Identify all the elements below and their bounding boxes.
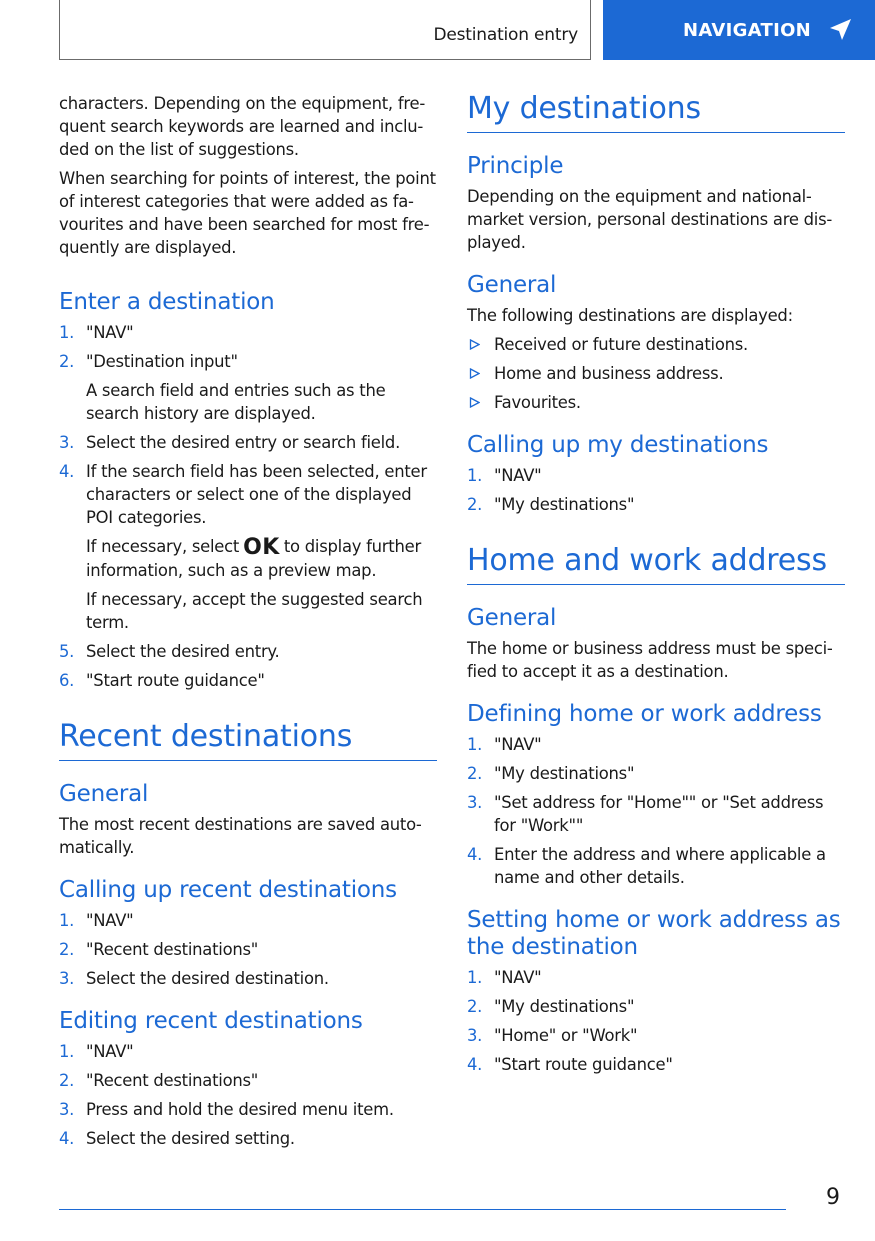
recent-general-heading: General — [59, 781, 149, 807]
list-item: 1. "NAV" — [467, 735, 542, 754]
list-item: 1. "NAV" — [467, 968, 542, 987]
intro-paragraph-1: characters. Depending on the equipment, frequent search keywords are learned and included on the list of suggestions. — [59, 94, 426, 159]
list-item: 2. "Destination input" A search field and entries such as the search history are displayed. — [59, 350, 437, 425]
home-general-heading: General — [467, 605, 557, 631]
list-item: 2. "My destinations" — [467, 997, 635, 1016]
recent-destinations-title: Recent destinations — [59, 720, 437, 761]
header-section-box — [59, 0, 591, 60]
calling-recent-heading: Calling up recent destinations — [59, 877, 397, 903]
home-general-text: The home or business address must be specified to accept it as a destination. — [467, 639, 833, 681]
list-item: 4. If the search field has been selected, enter characters or select one of the displayed POI categories. If necessary, select OK to display further information, such as a preview map. If necessary, accept the suggested search term. — [59, 460, 437, 634]
step-note: If necessary, accept the suggested search term. — [86, 590, 423, 632]
intro-paragraph-2: When searching for points of interest, the point of interest categories that were added as favourites and have been searched for most frequently are displayed. — [59, 169, 436, 257]
navigation-arrow-icon — [827, 17, 853, 43]
calling-my-steps — [467, 464, 845, 516]
triangle-bullet-icon — [469, 397, 480, 408]
step-note: A search field and entries such as the search history are displayed. — [86, 381, 386, 423]
list-item: 1. "NAV" — [59, 323, 134, 342]
triangle-bullet-icon — [469, 339, 480, 350]
page-number: 9 — [826, 1185, 840, 1210]
list-item: 3. Press and hold the desired menu item. — [59, 1100, 394, 1119]
defining-steps — [467, 733, 845, 889]
footer-divider — [59, 1209, 786, 1210]
list-item: 2. "Recent destinations" — [59, 940, 259, 959]
recent-general-text: The most recent destinations are saved automatically. — [59, 815, 422, 857]
editing-recent-steps — [59, 1040, 437, 1150]
list-item: 2. "Recent destinations" — [59, 1071, 259, 1090]
calling-recent-steps — [59, 909, 437, 990]
right-column — [467, 92, 845, 1082]
list-item: 1. "NAV" — [59, 1042, 134, 1061]
setting-heading: Setting home or work address as the destination — [467, 907, 841, 960]
destination-types-list — [467, 333, 845, 414]
list-item: 3. Select the desired entry or search field. — [59, 433, 401, 452]
chapter-tab — [603, 0, 875, 60]
enter-destination-heading: Enter a destination — [59, 289, 275, 315]
list-item: 6. "Start route guidance" — [59, 671, 265, 690]
triangle-bullet-icon — [469, 368, 480, 379]
list-item: 4. Enter the address and where applicable a name and other details. — [467, 845, 826, 887]
list-item: 1. "NAV" — [59, 911, 134, 930]
list-item: 2. "My destinations" — [467, 495, 635, 514]
list-item: 3. "Home" or "Work" — [467, 1026, 638, 1045]
step-note: If necessary, select OK to display further information, such as a preview map. — [86, 535, 421, 580]
home-work-title: Home and work address — [467, 544, 845, 585]
left-column — [59, 92, 437, 1156]
editing-recent-heading: Editing recent destinations — [59, 1008, 363, 1034]
chapter-label: NAVIGATION — [683, 19, 812, 41]
list-item: Home and business address. — [467, 362, 845, 385]
list-item: 4. Select the desired setting. — [59, 1129, 295, 1148]
setting-steps — [467, 966, 845, 1076]
my-general-heading: General — [467, 272, 557, 298]
calling-my-heading: Calling up my destinations — [467, 432, 769, 458]
list-item: 1. "NAV" — [467, 466, 542, 485]
my-destinations-title: My destinations — [467, 92, 845, 133]
list-item: 3. "Set address for "Home"" or "Set address for "Work"" — [467, 793, 824, 835]
list-item: Received or future destinations. — [467, 333, 845, 356]
ok-button-symbol: OK — [243, 535, 280, 560]
defining-heading: Defining home or work address — [467, 701, 822, 727]
list-item: 3. Select the desired destination. — [59, 969, 329, 988]
list-item: 4. "Start route guidance" — [467, 1055, 673, 1074]
list-item: Favourites. — [467, 391, 845, 414]
section-title: Destination entry — [433, 25, 578, 45]
list-item: 5. Select the desired entry. — [59, 642, 280, 661]
list-item: 2. "My destinations" — [467, 764, 635, 783]
my-general-text: The following destinations are displayed: — [467, 306, 793, 325]
enter-destination-steps — [59, 321, 437, 692]
principle-text: Depending on the equipment and national-market version, personal destinations are displayed. — [467, 187, 833, 252]
principle-heading: Principle — [467, 153, 564, 179]
